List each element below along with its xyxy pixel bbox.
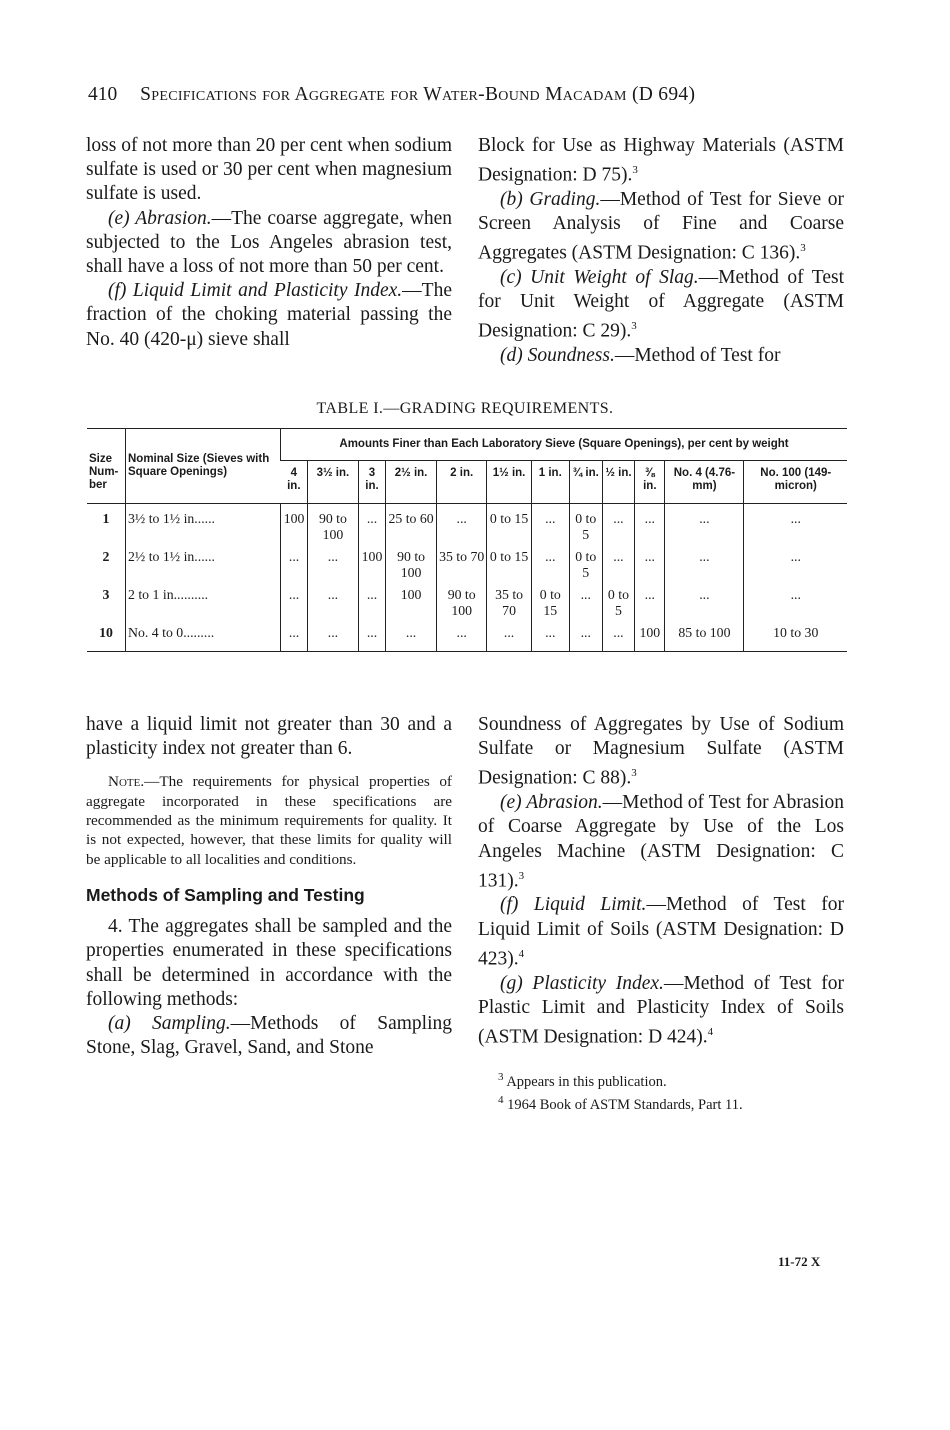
size-number-cell: 2: [102, 549, 110, 564]
paragraph-sampling: (a) Sampling.—Methods of Sampling Stone, Slag, Gravel, Sand, and Stone: [86, 1012, 453, 1059]
sieve-header: 1 in.: [531, 461, 569, 504]
label-unit-weight: (c) Unit Weight of Slag.: [500, 267, 699, 289]
grading-cell: 100: [281, 504, 308, 547]
grading-cell: ...: [436, 504, 487, 547]
left-column-bottom: [86, 713, 452, 1060]
sieve-header: No. 4 (4.76-mm): [665, 461, 744, 504]
grading-cell: 0 to 5: [569, 504, 602, 547]
grading-cell: ...: [744, 504, 847, 547]
grading-cell: ...: [308, 546, 359, 584]
grading-cell: 10 to 30: [744, 622, 847, 652]
left-column-top: [86, 134, 452, 352]
section-heading: Methods of Sampling and Testing: [86, 884, 365, 905]
paragraph-plasticity-method: (g) Plasticity Index.—Method of Test for Plastic Limit and Plasticity Index of Soils (ASTM Designation: D 424).$^4$: [478, 972, 844, 1048]
paragraph-liquid-limit-method: (f) Liquid Limit.—Method of Test for Liquid Limit of Soils (ASTM Designation: D 423).$^4$: [478, 894, 844, 970]
grading-cell: ...: [281, 622, 308, 652]
size-number-cell: 10: [87, 622, 126, 652]
label-abrasion: (e) Abrasion.: [108, 207, 212, 229]
right-column-bottom: [478, 713, 844, 1115]
paragraph-soundness-cont: Soundness of Aggregates by Use of Sodium Sulfate or Magnesium Sulfate (ASTM Designation: C 88).$^3$: [478, 714, 844, 789]
grading-table: [87, 428, 847, 652]
grading-cell: ...: [531, 546, 569, 584]
grading-cell: ...: [635, 546, 665, 584]
nominal-size-header: Nominal Size (Sieves with Square Openings): [126, 429, 281, 504]
running-header: [88, 84, 695, 106]
grading-cell: ...: [744, 546, 847, 584]
label-plasticity-method: (g) Plasticity Index.: [500, 972, 664, 994]
note: Note.—The requirements for physical properties of aggregate incorporated in these specifications are recommended as the minimum requirements for quality. It is not expected, however, that these limits for quality will be applicable to all localities and conditions.: [86, 773, 452, 868]
paragraph-abrasion-method: (e) Abrasion.—Method of Test for Abrasion of Coarse Aggregate by Use of the Los Angeles Machine (ASTM Designation: C 131).$^3$: [478, 792, 844, 892]
grading-cell: ...: [744, 584, 847, 622]
label-abrasion-method: (e) Abrasion.: [500, 792, 603, 814]
grading-cell: 0 to 15: [487, 546, 531, 584]
grading-cell: ...: [281, 546, 308, 584]
paragraph-liquid-limit: (f) Liquid Limit and Plasticity Index.—The fraction of the choking material passing the No. 40 (420-μ) sieve shall: [86, 280, 452, 350]
grading-cell: ...: [531, 622, 569, 652]
paragraph-unit-weight: (c) Unit Weight of Slag.—Method of Test for Unit Weight of Aggregate (ASTM Designation: C 29).$^3$: [478, 267, 845, 342]
sieve-header: ¾ in.: [569, 461, 602, 504]
grading-cell: ...: [531, 504, 569, 547]
page-id: 11-72 X: [778, 1254, 821, 1269]
grading-cell: 0 to 5: [602, 584, 635, 622]
grading-cell: ...: [281, 584, 308, 622]
grading-cell: ...: [602, 546, 635, 584]
grading-cell: 100: [635, 622, 665, 652]
sieve-header: 3 in.: [358, 461, 386, 504]
nominal-size-cell: 2½ to 1½ in......: [126, 546, 281, 584]
grading-cell: ...: [665, 504, 744, 547]
grading-cell: ...: [665, 584, 744, 622]
footnotes: [478, 1068, 844, 1116]
grading-cell: ...: [436, 622, 487, 652]
label-grading: (b) Grading.: [500, 188, 601, 210]
paragraph-block: Block for Use as Highway Materials (ASTM Designation: D 75).$^3$: [478, 135, 844, 186]
grading-cell: 100: [358, 546, 386, 584]
nominal-size-cell: No. 4 to 0.........: [126, 622, 281, 652]
sieve-header: ½ in.: [602, 461, 635, 504]
grading-cell: ...: [386, 622, 437, 652]
paragraph-liquid-limit-cont: have a liquid limit not greater than 30 and a plasticity index not greater than 6.: [86, 714, 452, 760]
sieve-header: 1½ in.: [487, 461, 531, 504]
table-row: [87, 546, 847, 584]
label-sampling: (a) Sampling.: [108, 1012, 231, 1034]
grading-cell: ...: [665, 546, 744, 584]
size-number-cell: 1: [102, 511, 110, 526]
table-row: [87, 504, 847, 547]
grading-cell: 100: [386, 584, 437, 622]
grading-cell: ...: [635, 584, 665, 622]
grading-cell: ...: [358, 504, 386, 547]
grading-cell: ...: [635, 504, 665, 547]
grading-cell: ...: [602, 504, 635, 547]
grading-cell: 90 to 100: [308, 504, 359, 547]
table-title: TABLE I.—GRADING REQUIREMENTS.: [316, 400, 614, 417]
grading-cell: ...: [569, 584, 602, 622]
sieve-header: ⅜ in.: [635, 461, 665, 504]
sieve-header: 2 in.: [436, 461, 487, 504]
grading-cell: 0 to 15: [487, 504, 531, 547]
label-liquid-limit: (f) Liquid Limit and Plasticity Index.: [108, 280, 403, 302]
label-liquid-limit-method: (f) Liquid Limit.: [500, 894, 647, 916]
amounts-header: Amounts Finer than Each Laboratory Sieve (Square Openings), per cent by weight: [281, 429, 848, 461]
sieve-header: No. 100 (149-micron): [744, 461, 847, 504]
paragraph-section-4: 4. The aggregates shall be sampled and the properties enumerated in these specifications shall be determined in accordance with the following methods:: [86, 916, 452, 1010]
footnote-3: $^3$ Appears in this publication.: [498, 1070, 667, 1090]
grading-cell: ...: [308, 622, 359, 652]
grading-cell: ...: [358, 622, 386, 652]
grading-cell: 90 to 100: [386, 546, 437, 584]
nominal-size-cell: 3½ to 1½ in......: [126, 504, 281, 547]
sieve-header: 2½ in.: [386, 461, 437, 504]
grading-cell: 0 to 5: [569, 546, 602, 584]
grading-cell: ...: [487, 622, 531, 652]
grading-cell: ...: [569, 622, 602, 652]
grading-cell: ...: [308, 584, 359, 622]
right-column-top: [478, 134, 844, 368]
sieve-header: 4 in.: [281, 461, 308, 504]
paragraph-soundness: (d) Soundness.—Method of Test for: [500, 345, 781, 367]
nominal-size-cell: 2 to 1 in..........: [126, 584, 281, 622]
grading-cell: 0 to 15: [531, 584, 569, 622]
paragraph-grading: (b) Grading.—Method of Test for Sieve or Screen Analysis of Fine and Coarse Aggregates (ASTM Designation: C 136).$^3$: [478, 188, 844, 264]
grading-cell: ...: [358, 584, 386, 622]
grading-cell: 90 to 100: [436, 584, 487, 622]
grading-cell: 85 to 100: [665, 622, 744, 652]
footnote-4: $^4$ 1964 Book of ASTM Standards, Part 11.: [498, 1094, 743, 1114]
table-row: [87, 622, 847, 652]
page-number: 410: [88, 84, 118, 105]
paragraph-loss: loss of not more than 20 per cent when sodium sulfate is used or 30 per cent when magnesium sulfate is used.: [86, 135, 452, 205]
running-title: Specifications for Aggregate for Water-Bound Macadam (D 694): [140, 84, 696, 105]
note-label: Note.: [108, 773, 145, 791]
size-number-header: Size Num-ber: [87, 429, 126, 504]
grading-cell: 35 to 70: [436, 546, 487, 584]
paragraph-abrasion: (e) Abrasion.—The coarse aggregate, when subjected to the Los Angeles abrasion test, shall have a loss of not more than 50 per cent.: [86, 207, 452, 278]
grading-cell: ...: [602, 622, 635, 652]
sieve-header: 3½ in.: [308, 461, 359, 504]
grading-cell: 25 to 60: [386, 504, 437, 547]
table-row: [87, 584, 847, 622]
grading-cell: 35 to 70: [487, 584, 531, 622]
label-soundness: (d) Soundness.: [500, 345, 615, 367]
size-number-cell: 3: [102, 587, 110, 602]
